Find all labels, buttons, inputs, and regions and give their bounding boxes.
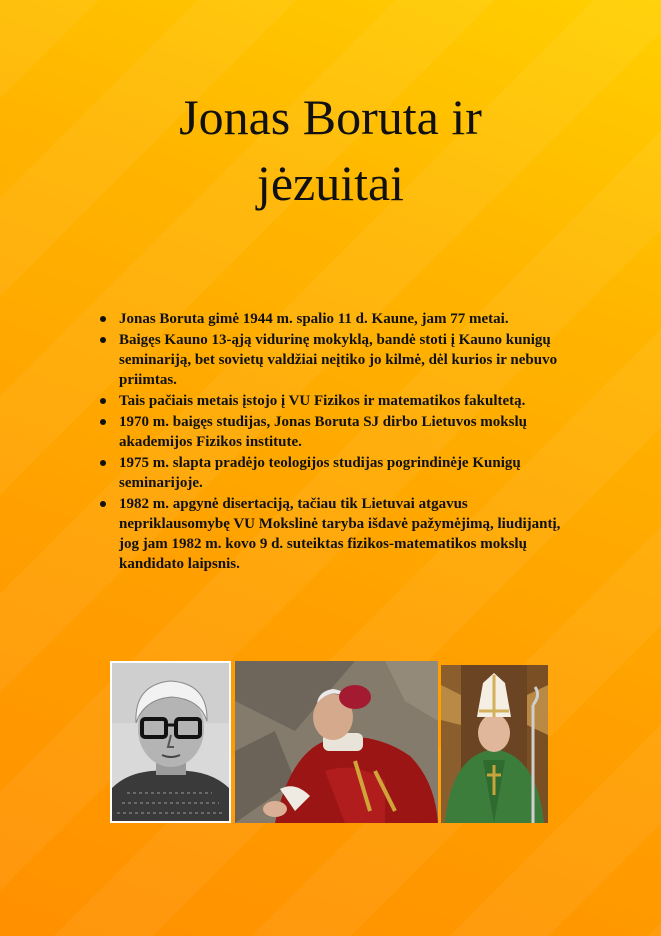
bishop-green-vestments-photo bbox=[441, 665, 548, 823]
page-title bbox=[0, 84, 661, 216]
bullet-icon bbox=[100, 337, 106, 343]
fact-text: Baigęs Kauno 13-ąją vidurinę mokyklą, bandė stoti į Kauno kunigų seminariją, bet sovietų valdžiai neįtiko jo kilmė, dėl kurios ir nebuvo priimtas. bbox=[119, 332, 558, 388]
facts-list bbox=[100, 309, 580, 575]
photo-strip bbox=[0, 661, 661, 826]
bullet-icon bbox=[100, 501, 106, 507]
fact-item bbox=[100, 391, 580, 411]
fact-text: 1982 m. apgynė disertaciją, tačiau tik Lietuvai atgavus nepriklausomybę VU Mokslinė taryba išdavė pažymėjimą, liudijantį, jog jam 1982 m. kovo 9 d. suteiktas fizikos-matematikos mokslų kandidato laipsnis. bbox=[119, 496, 561, 572]
bishop-green-illustration bbox=[441, 665, 548, 823]
bullet-icon bbox=[100, 460, 106, 466]
bullet-icon bbox=[100, 398, 106, 404]
fact-item bbox=[100, 330, 580, 390]
title-line-2: jėzuitai bbox=[256, 155, 405, 211]
portrait-illustration bbox=[112, 663, 229, 821]
fact-item bbox=[100, 453, 580, 493]
bullet-icon bbox=[100, 316, 106, 322]
cleric-red-illustration bbox=[235, 661, 438, 823]
fact-item bbox=[100, 309, 580, 329]
fact-item bbox=[100, 494, 580, 574]
title-line-1: Jonas Boruta ir bbox=[179, 89, 482, 145]
fact-text: Tais pačiais metais įstojo į VU Fizikos ir matematikos fakultetą. bbox=[119, 393, 526, 409]
cleric-red-vestments-photo bbox=[235, 661, 438, 823]
fact-text: Jonas Boruta gimė 1944 m. spalio 11 d. Kaune, jam 77 metai. bbox=[119, 311, 509, 327]
bullet-icon bbox=[100, 419, 106, 425]
fact-text: 1970 m. baigęs studijas, Jonas Boruta SJ dirbo Lietuvos mokslų akademijos Fizikos institute. bbox=[119, 414, 527, 450]
portrait-photo bbox=[110, 661, 231, 823]
fact-text: 1975 m. slapta pradėjo teologijos studijas pogrindinėje Kunigų seminarijoje. bbox=[119, 455, 521, 491]
fact-item bbox=[100, 412, 580, 452]
